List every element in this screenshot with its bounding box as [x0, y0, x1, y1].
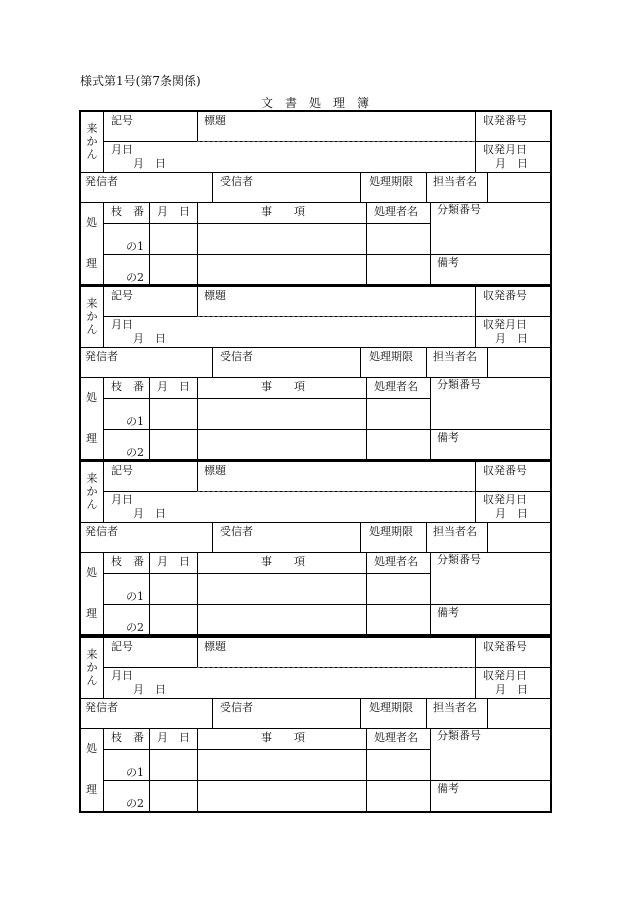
hasshinsha-label: 発信者	[85, 525, 118, 538]
tantousha-mei-label: 担当者名	[433, 701, 477, 714]
shori-label-2: 理	[86, 432, 97, 445]
bunrui-bangou-label: 分類番号	[437, 729, 481, 742]
shori-kigen-label: 処理期限	[369, 175, 413, 188]
hyoudai-label: 標題	[204, 114, 226, 127]
hyoudai-label: 標題	[204, 464, 226, 477]
tantousha-mei-label: 担当者名	[433, 525, 477, 538]
tantousha-mei-label: 担当者名	[433, 350, 477, 363]
shori-kigen-label: 処理期限	[369, 525, 413, 538]
edaban-label: 枝 番	[111, 731, 144, 744]
hasshinsha-label: 発信者	[85, 701, 118, 714]
shori-label-1: 処	[86, 216, 97, 229]
shori-label-1: 処	[86, 742, 97, 755]
shori-kigen-label: 処理期限	[369, 701, 413, 714]
month-day-label: 月 日	[133, 332, 166, 345]
bunrui-bangou-label: 分類番号	[437, 203, 481, 216]
month-day-label: 月 日	[133, 507, 166, 520]
shorisha-mei-label: 処理者名	[374, 205, 418, 218]
raikan-label: 来 か ん	[86, 122, 98, 161]
document-title: 文 書 処 理 簿	[260, 96, 370, 110]
shori-label-2: 理	[86, 783, 97, 796]
month-day-col-label: 月 日	[157, 555, 190, 568]
form-label: 様式第1号(第7条関係)	[80, 74, 201, 88]
shuhatsu-month-day-label: 月 日	[495, 332, 528, 345]
jikou-label: 事 項	[261, 731, 305, 744]
shuhatsu-tsukihi-label: 収発月日	[483, 318, 527, 331]
edaban-label: 枝 番	[111, 380, 144, 393]
no1-label: の1	[126, 240, 144, 253]
tantousha-mei-label: 担当者名	[433, 175, 477, 188]
month-day-col-label: 月 日	[157, 731, 190, 744]
no1-label: の1	[126, 766, 144, 779]
tsukihi-label: 月日	[111, 318, 133, 331]
bunrui-bangou-label: 分類番号	[437, 378, 481, 391]
record-block-4	[79, 636, 552, 813]
hasshinsha-label: 発信者	[85, 350, 118, 363]
tsukihi-label: 月日	[111, 669, 133, 682]
shori-label-1: 処	[86, 566, 97, 579]
shori-label-1: 処	[86, 391, 97, 404]
jikou-label: 事 項	[261, 205, 305, 218]
month-day-col-label: 月 日	[157, 205, 190, 218]
jushinsha-label: 受信者	[220, 525, 253, 538]
no2-label: の2	[126, 446, 144, 459]
jikou-label: 事 項	[261, 555, 305, 568]
kigou-label: 記号	[111, 289, 133, 302]
bikou-label: 備考	[437, 256, 459, 269]
shuhatsu-month-day-label: 月 日	[495, 507, 528, 520]
shuhatsu-bangou-label: 収発番号	[483, 114, 527, 127]
no1-label: の1	[126, 415, 144, 428]
bikou-label: 備考	[437, 431, 459, 444]
record-block-2	[79, 285, 552, 461]
shuhatsu-tsukihi-label: 収発月日	[483, 143, 527, 156]
kigou-label: 記号	[111, 640, 133, 653]
month-day-label: 月 日	[133, 157, 166, 170]
no1-label: の1	[126, 590, 144, 603]
tsukihi-label: 月日	[111, 493, 133, 506]
jushinsha-label: 受信者	[220, 350, 253, 363]
record-block-3	[79, 460, 552, 636]
jikou-label: 事 項	[261, 380, 305, 393]
raikan-label: 来 か ん	[86, 472, 98, 511]
shorisha-mei-label: 処理者名	[374, 380, 418, 393]
hasshinsha-label: 発信者	[85, 175, 118, 188]
shuhatsu-tsukihi-label: 収発月日	[483, 493, 527, 506]
no2-label: の2	[126, 271, 144, 284]
shuhatsu-month-day-label: 月 日	[495, 157, 528, 170]
bikou-label: 備考	[437, 782, 459, 795]
jushinsha-label: 受信者	[220, 175, 253, 188]
shori-label-2: 理	[86, 257, 97, 270]
shorisha-mei-label: 処理者名	[374, 555, 418, 568]
month-day-label: 月 日	[133, 683, 166, 696]
shorisha-mei-label: 処理者名	[374, 731, 418, 744]
raikan-label: 来 か ん	[86, 648, 98, 687]
shori-label-2: 理	[86, 607, 97, 620]
edaban-label: 枝 番	[111, 205, 144, 218]
bunrui-bangou-label: 分類番号	[437, 553, 481, 566]
shuhatsu-tsukihi-label: 収発月日	[483, 669, 527, 682]
kigou-label: 記号	[111, 114, 133, 127]
record-block-1	[79, 110, 552, 286]
month-day-col-label: 月 日	[157, 380, 190, 393]
tsukihi-label: 月日	[111, 143, 133, 156]
jushinsha-label: 受信者	[220, 701, 253, 714]
shori-kigen-label: 処理期限	[369, 350, 413, 363]
shuhatsu-bangou-label: 収発番号	[483, 289, 527, 302]
shuhatsu-bangou-label: 収発番号	[483, 464, 527, 477]
shuhatsu-month-day-label: 月 日	[495, 683, 528, 696]
bikou-label: 備考	[437, 606, 459, 619]
no2-label: の2	[126, 797, 144, 810]
raikan-label: 来 か ん	[86, 297, 98, 336]
no2-label: の2	[126, 621, 144, 634]
hyoudai-label: 標題	[204, 289, 226, 302]
kigou-label: 記号	[111, 464, 133, 477]
shuhatsu-bangou-label: 収発番号	[483, 640, 527, 653]
edaban-label: 枝 番	[111, 555, 144, 568]
hyoudai-label: 標題	[204, 640, 226, 653]
